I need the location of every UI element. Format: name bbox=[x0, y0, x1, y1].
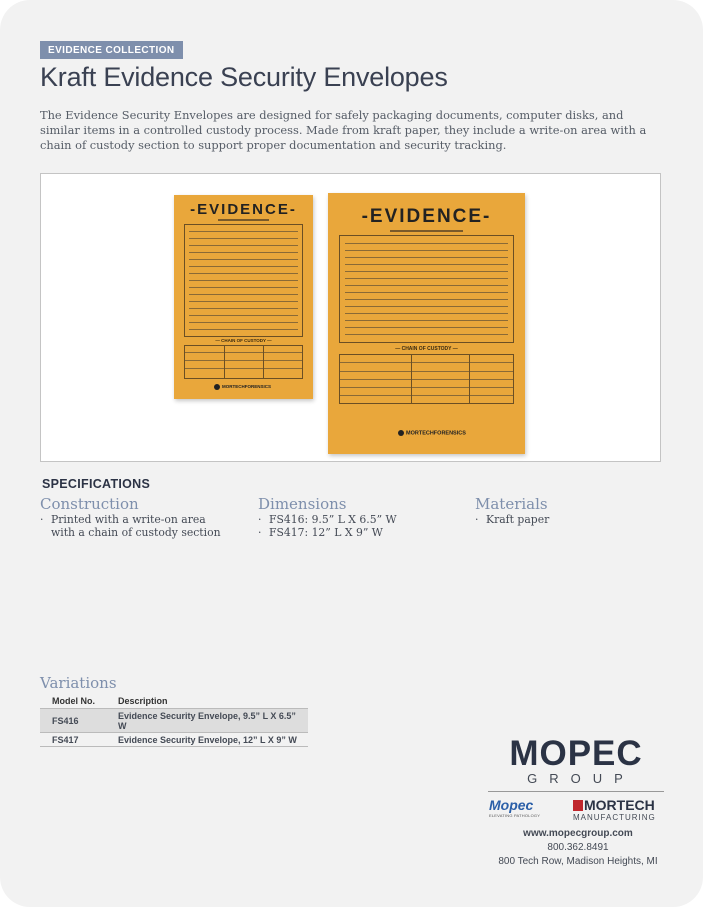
form-line bbox=[189, 252, 298, 253]
grid-line bbox=[185, 368, 302, 369]
mortech-sub-logo-tagline: MANUFACTURING bbox=[573, 813, 656, 822]
form-line bbox=[189, 273, 298, 274]
mopec-sub-logo-name: Mopec bbox=[489, 797, 534, 813]
envelope-form bbox=[184, 224, 303, 337]
form-line bbox=[345, 292, 508, 293]
mopec-sub-logo-tagline: ELEVATING PATHOLOGY bbox=[489, 813, 541, 818]
large-envelope bbox=[328, 193, 525, 454]
mortech-sub-logo bbox=[573, 798, 665, 822]
grid-line bbox=[340, 362, 513, 363]
variations-heading: Variations bbox=[40, 674, 117, 692]
category-tag: EVIDENCE COLLECTION bbox=[40, 41, 183, 59]
table-row bbox=[40, 709, 308, 733]
website-link[interactable]: www.mopecgroup.com bbox=[523, 828, 633, 839]
form-line bbox=[345, 243, 508, 244]
column-header-model: Model No. bbox=[40, 693, 118, 709]
materials-heading: Materials bbox=[475, 495, 548, 513]
envelope-title: -EVIDENCE- bbox=[361, 206, 492, 227]
form-line bbox=[345, 299, 508, 300]
form-line bbox=[345, 334, 508, 335]
model-cell: FS417 bbox=[40, 733, 118, 747]
envelope-logo-text: MORTECHFORENSICS bbox=[222, 384, 272, 390]
form-line bbox=[345, 271, 508, 272]
page-title: Kraft Evidence Security Envelopes bbox=[40, 62, 448, 92]
brand-divider bbox=[488, 791, 664, 792]
chain-of-custody-table bbox=[339, 354, 514, 404]
materials-list bbox=[475, 513, 655, 526]
construction-list bbox=[40, 513, 230, 539]
chain-of-custody-table bbox=[184, 345, 303, 379]
form-line bbox=[345, 250, 508, 251]
chain-of-custody-label: — CHAIN OF CUSTODY — bbox=[215, 338, 272, 343]
logo-icon bbox=[214, 384, 220, 390]
envelope-subtitle bbox=[218, 219, 269, 221]
mortech-name-text: MORTECH bbox=[584, 797, 655, 813]
address: 800 Tech Row, Madison Heights, MI bbox=[498, 856, 658, 867]
mortech-sub-logo-name bbox=[573, 798, 665, 813]
form-line bbox=[189, 294, 298, 295]
dimensions-heading: Dimensions bbox=[258, 495, 347, 513]
list-item: · FS417: 12” L X 9” W bbox=[258, 526, 448, 539]
form-line bbox=[345, 320, 508, 321]
product-photo bbox=[40, 173, 661, 462]
form-line bbox=[345, 264, 508, 265]
grid-line bbox=[185, 352, 302, 353]
form-line bbox=[189, 280, 298, 281]
form-line bbox=[189, 301, 298, 302]
column-header-description: Description bbox=[118, 693, 308, 709]
form-line bbox=[189, 308, 298, 309]
description-cell: Evidence Security Envelope, 12” L X 9” W bbox=[118, 733, 308, 747]
form-line bbox=[189, 322, 298, 323]
form-line bbox=[345, 278, 508, 279]
small-envelope bbox=[174, 195, 313, 399]
mortech-square-icon bbox=[573, 800, 583, 811]
form-line bbox=[345, 285, 508, 286]
brand-group-label: GROUP bbox=[527, 771, 635, 786]
form-line bbox=[189, 245, 298, 246]
list-item: · Kraft paper bbox=[475, 513, 655, 526]
list-item: · Printed with a write-on area with a chain of custody section bbox=[40, 513, 230, 539]
construction-heading: Construction bbox=[40, 495, 139, 513]
grid-line bbox=[340, 387, 513, 388]
form-line bbox=[189, 238, 298, 239]
form-line bbox=[189, 329, 298, 330]
description-cell: Evidence Security Envelope, 9.5” L X 6.5” W bbox=[118, 709, 308, 733]
grid-line bbox=[185, 360, 302, 361]
dimensions-list bbox=[258, 513, 448, 539]
variations-table bbox=[40, 693, 308, 747]
product-description: The Evidence Security Envelopes are designed for safely packaging documents, computer disks, and similar items in a controlled custody process. Made from kraft paper, they include a write-on area with a chain of custody section to support proper documentation and security tracking. bbox=[40, 108, 647, 152]
envelope-logo bbox=[214, 384, 271, 390]
table-row bbox=[40, 733, 308, 747]
grid-divider bbox=[469, 355, 470, 403]
brand-logo: MOPEC bbox=[509, 734, 643, 773]
grid-divider bbox=[263, 346, 264, 378]
form-line bbox=[189, 287, 298, 288]
form-line bbox=[345, 313, 508, 314]
chain-of-custody-label: — CHAIN OF CUSTODY — bbox=[395, 346, 458, 352]
logo-icon bbox=[398, 430, 404, 436]
envelope-form bbox=[339, 235, 514, 343]
form-line bbox=[189, 315, 298, 316]
table-header-row bbox=[40, 693, 308, 709]
envelope-title: -EVIDENCE- bbox=[190, 201, 297, 218]
form-line bbox=[345, 327, 508, 328]
form-line bbox=[345, 306, 508, 307]
form-line bbox=[189, 231, 298, 232]
envelope-logo bbox=[398, 430, 466, 436]
envelope-subtitle bbox=[390, 230, 463, 232]
grid-divider bbox=[224, 346, 225, 378]
grid-divider bbox=[411, 355, 412, 403]
grid-line bbox=[340, 379, 513, 380]
grid-line bbox=[340, 371, 513, 372]
envelope-logo-text: MORTECHFORENSICS bbox=[406, 430, 466, 437]
model-cell: FS416 bbox=[40, 709, 118, 733]
phone-number: 800.362.8491 bbox=[547, 842, 609, 853]
form-line bbox=[189, 266, 298, 267]
form-line bbox=[345, 257, 508, 258]
mopec-sub-logo bbox=[489, 798, 555, 818]
list-item: · FS416: 9.5” L X 6.5” W bbox=[258, 513, 448, 526]
specifications-heading: SPECIFICATIONS bbox=[42, 477, 151, 491]
grid-line bbox=[340, 395, 513, 396]
form-line bbox=[189, 259, 298, 260]
